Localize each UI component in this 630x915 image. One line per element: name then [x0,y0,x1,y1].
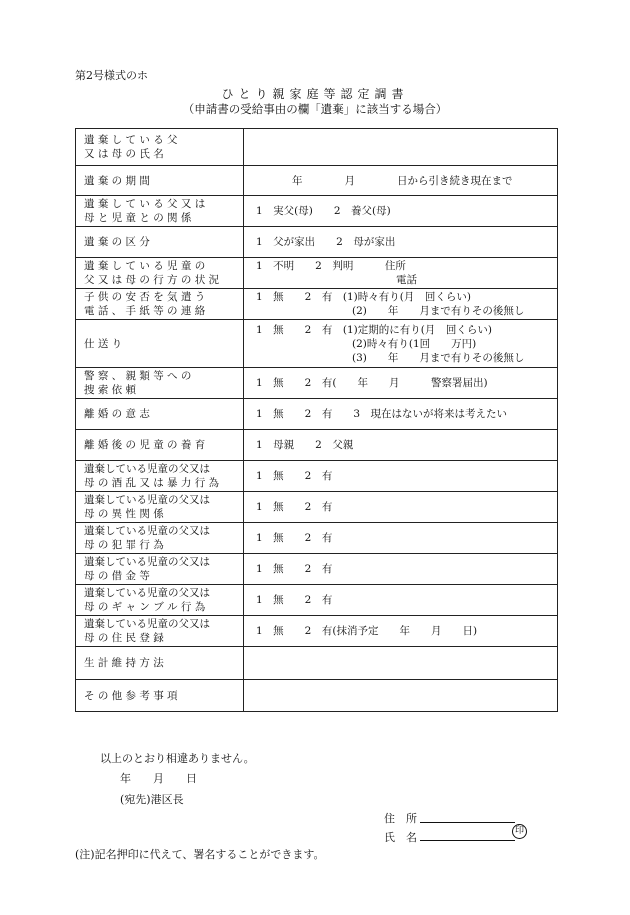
value-field-whereabouts[interactable] [244,258,558,289]
label-cell [76,616,244,647]
row-parent-name [76,129,558,166]
label-line: 離 婚 後 の 児 童 の 養 育 [84,439,206,451]
value-field-type[interactable] [244,227,558,258]
label-cell [76,166,244,196]
label-cell [76,320,244,368]
date-line[interactable]: 年 月 日 [120,772,197,785]
value-field-registration[interactable] [244,616,558,647]
investigation-form-table [75,128,558,712]
page-subtitle: （申請書の受給事由の欄「遺棄」に該当する場合） [182,102,448,116]
value-field-relationship[interactable] [244,196,558,227]
value-line: 年 月 日から引き続き現在まで [292,174,513,187]
row-crime [76,523,558,554]
name-label: 氏 名 [384,831,417,844]
value-field-crime[interactable] [244,523,558,554]
label-line: 母 の 犯 罪 行 為 [84,539,164,551]
label-cell [76,196,244,227]
value-line: (2)時々有り(1回 万円) [352,337,477,350]
value-line: 1 無 2 有 [256,594,333,606]
label-line: 遺 棄 し て い る 児 童 の [84,260,206,272]
value-line: 1 無 2 有 [256,563,333,575]
row-relationship [76,196,558,227]
form-number: 第2号様式のホ [75,69,148,82]
addressee: (宛先)港区長 [120,793,184,806]
label-line: 生 計 維 持 方 法 [84,657,164,669]
label-cell [76,647,244,680]
row-gambling [76,585,558,616]
row-relationships [76,492,558,523]
label-line: 母 の 異 性 関 係 [84,508,164,520]
value-line: 1 無 2 有 [256,532,333,544]
row-livelihood [76,647,558,680]
value-field-debt[interactable] [244,554,558,585]
label-cell [76,680,244,712]
label-line: 母 の 借 金 等 [84,570,150,582]
label-cell [76,585,244,616]
label-line: 子 供 の 安 否 を 気 遣 う [84,291,206,303]
label-line: 遺 棄 の 期 間 [84,174,150,187]
declaration-text: 以上のとおり相違ありません。 [100,752,255,765]
value-line: 1 無 2 有( 年 月 警察署届出) [256,377,488,389]
value-line: 1 無 2 有 (1)時々有り(月 回くらい) [256,291,471,303]
row-debt [76,554,558,585]
value-field-livelihood[interactable] [244,647,558,680]
value-field-contact[interactable] [244,289,558,320]
label-line: 遺棄している児童の父又は [84,587,210,599]
row-abandonment-type [76,227,558,258]
label-line: 遺棄している児童の父又は [84,556,210,568]
row-contact [76,289,558,320]
row-divorce-intent [76,399,558,430]
label-cell [76,461,244,492]
label-line: 仕 送 り [84,337,123,350]
value-field-remittance[interactable] [244,320,558,368]
label-cell [76,430,244,461]
label-line: 父 又 は 母 の 行 方 の 状 況 [84,274,220,286]
value-line: 1 不明 2 判明 住所 [256,260,406,272]
label-line: そ の 他 参 考 事 項 [84,689,178,702]
label-cell [76,368,244,399]
label-line: 母 と 児 童 と の 関 係 [84,212,192,224]
row-search-request [76,368,558,399]
label-cell [76,399,244,430]
value-field-period[interactable] [244,166,558,196]
label-line: 遺 棄 し て い る 父 [84,134,178,146]
value-line: 1 無 2 有 3 現在はないが将来は考えたい [256,408,508,420]
value-field-parent-name[interactable] [244,129,558,166]
label-line: 遺棄している児童の父又は [84,618,210,630]
value-field-search[interactable] [244,368,558,399]
label-cell [76,523,244,554]
label-line: 母 の 住 民 登 録 [84,632,164,644]
label-line: 警 察 、 親 類 等 へ の [84,370,192,382]
value-line: (3) 年 月まで有りその後無し [352,351,525,364]
value-field-custody[interactable] [244,430,558,461]
value-line: 1 無 2 有 (1)定期的に有り(月 回くらい) [256,323,492,336]
label-cell [76,289,244,320]
label-cell [76,258,244,289]
label-line: 遺棄している児童の父又は [84,494,210,506]
label-cell [76,492,244,523]
row-alcohol-violence [76,461,558,492]
row-other-notes [76,680,558,712]
label-line: 遺棄している児童の父又は [84,525,210,537]
label-line: 母 の 酒 乱 又 は 暴 力 行 為 [84,477,220,489]
address-label: 住 所 [384,812,417,825]
label-line: 離 婚 の 意 志 [84,408,150,420]
page-title: ひとり親家庭等認定調書 [221,87,409,101]
row-resident-registration [76,616,558,647]
value-line: 1 実父(母) 2 養父(母) [256,205,391,217]
value-line: 1 無 2 有 [256,470,333,482]
label-cell [76,554,244,585]
row-abandonment-period [76,166,558,196]
row-custody [76,430,558,461]
value-field-gambling[interactable] [244,585,558,616]
value-line: 1 無 2 有(抹消予定 年 月 日) [256,625,478,637]
label-cell [76,129,244,166]
name-input-line[interactable] [420,840,515,841]
row-remittance [76,320,558,368]
value-line: 電話 [396,274,417,286]
label-line: 遺 棄 の 区 分 [84,236,150,248]
value-line: (2) 年 月まで有りその後無し [352,305,525,317]
row-whereabouts [76,258,558,289]
value-field-other[interactable] [244,680,558,712]
label-line: 捜 索 依 頼 [84,384,137,396]
address-input-line[interactable] [420,822,515,823]
label-line: 遺棄している児童の父又は [84,463,210,475]
value-line: 1 無 2 有 [256,501,333,513]
value-line: 1 父が家出 2 母が家出 [256,236,396,248]
value-line: 1 母親 2 父親 [256,439,354,451]
label-line: 母 の ギ ャ ン ブ ル 行 為 [84,601,206,613]
signature-note: (注)記名押印に代えて、署名することができます。 [75,848,325,861]
value-field-violence[interactable] [244,461,558,492]
label-line: 又 は 母 の 氏 名 [84,148,164,160]
value-field-affairs[interactable] [244,492,558,523]
label-line: 遺 棄 し て い る 父 又 は [84,198,206,210]
value-field-divorce[interactable] [244,399,558,430]
label-cell [76,227,244,258]
label-line: 電 話 、 手 紙 等 の 連 絡 [84,305,206,317]
seal-mark: 印 [512,824,527,839]
